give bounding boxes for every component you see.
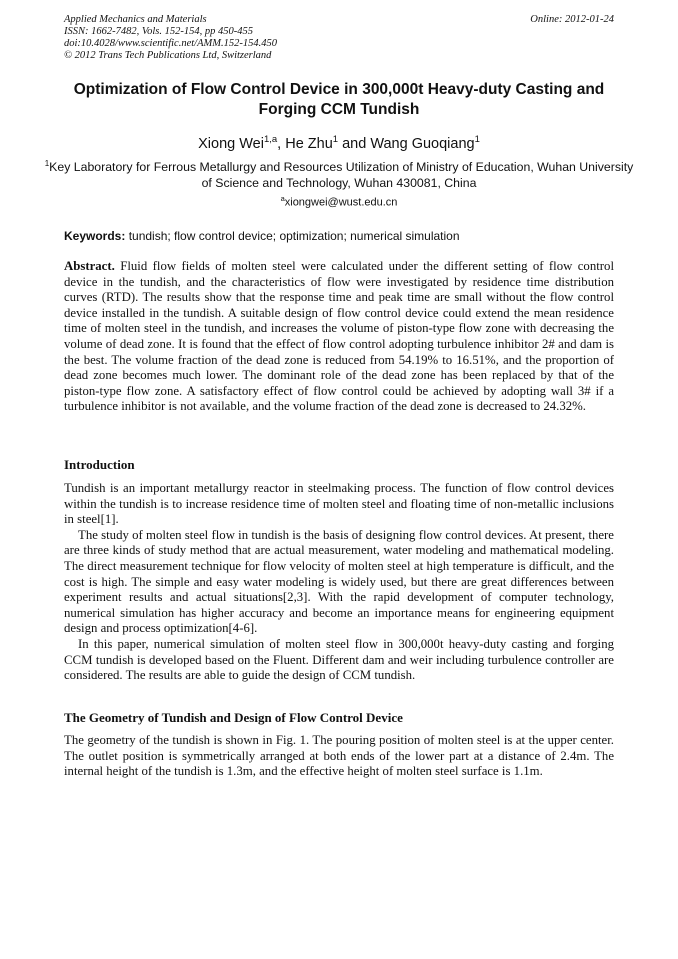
author-separator: , — [277, 135, 286, 152]
issn-line: ISSN: 1662-7482, Vols. 152-154, pp 450-455 — [64, 26, 253, 37]
geometry-paragraph: The geometry of the tundish is shown in Fig. 1. The pouring position of molten steel is at the upper center. The outlet position is symmetrically arranged at both ends of the lower part at a distance of 2.4m. The internal height of the tundish is 1.3m, and the effective height of molten steel surface is 1.1m. — [64, 733, 614, 779]
email-mark: a — [280, 194, 285, 203]
affiliation-mark: 1 — [44, 159, 50, 168]
section-heading-geometry: The Geometry of Tundish and Design of Flow Control Device — [64, 710, 403, 725]
journal-name: Applied Mechanics and Materials — [64, 14, 207, 25]
email-address: xiongwei@wust.edu.cn — [284, 196, 398, 209]
section-heading-introduction: Introduction — [64, 457, 135, 472]
introduction-body — [64, 481, 614, 684]
copyright-line: © 2012 Trans Tech Publications Ltd, Switzerland — [64, 50, 272, 61]
paragraph: The study of molten steel flow in tundish is the basis of designing flow control devices. At present, there are three kinds of study method that are actual measurement, water modeling and mathematical modeling. The direct measurement technique for flow velocity of molten steel at high temperature is difficult, and the cost is high. The simple and easy water modeling is widely used, but there are great differences between experiment results and actual situations[2,3]. With the rapid development of computer technology, numerical simulation has higher accuracy and become an importance means for engineering equipment design and process optimization[4-6]. — [64, 527, 614, 636]
keywords-text: tundish; flow control device; optimization; numerical simulation — [125, 229, 460, 243]
author-affiliation-mark: 1 — [474, 134, 480, 145]
contact-email — [40, 192, 638, 210]
author-list — [40, 131, 638, 153]
affiliation-text: Key Laboratory for Ferrous Metallurgy and Resources Utilization of Ministry of Education, Wuhan University of Science and Technology, Wuhan 430081, China — [49, 160, 634, 191]
paragraph: Tundish is an important metallurgy reactor in steelmaking process. The function of flow control devices within the tundish is to increase residence time of molten steel and floating time of non-metallic inclusions in steel[1]. — [64, 481, 614, 527]
doi-line: doi:10.4028/www.scientific.net/AMM.152-154.450 — [64, 38, 277, 49]
paper-title: Optimization of Flow Control Device in 300,000t Heavy-duty Casting and Forging CCM Tundish — [73, 81, 605, 118]
author-name: Wang Guoqiang — [370, 135, 475, 152]
author-name: Xiong Wei — [198, 135, 264, 152]
keywords — [64, 229, 614, 244]
author-affiliation-mark: 1 — [332, 134, 339, 145]
paragraph: In this paper, numerical simulation of molten steel flow in 300,000t heavy-duty casting and forging CCM tundish is developed based on the Fluent. Different dam and weir including turbulence controller are considered. The results are able to guide the design of CCM tundish. — [64, 636, 614, 683]
abstract-text: Fluid flow fields of molten steel were calculated under the different setting of flow control device in the tundish, and the characteristics of flow were investigated by residence time distribution curves (RTD). The results show that the response time and peak time are small without the flow control device installed in the tundish. A suitable design of flow control device could extend the mean residence time of molten steel in the tundish, and increases the volume of piston-type flow zone with decreasing the volume of dead zone. It is found that the effect of flow control adopting turbulence inhibitor 2# and dam is the best. The volume fraction of the dead zone is reduced from 54.19% to 16.51%, and the proportion of dead zone becomes much lower. The dominant role of the dead zone has been replaced by that of the piston-type flow zone. A satisfactory effect of flow control could be achieved by adopting wall 3# if a turbulence inhibitor is not available, and the volume fraction of the dead zone is decreased to 24.32%. — [64, 259, 614, 414]
abstract — [64, 259, 614, 415]
abstract-label: Abstract. — [64, 259, 115, 273]
author-separator: and — [338, 135, 371, 152]
keywords-label: Keywords: — [64, 229, 126, 243]
online-date: Online: 2012-01-24 — [530, 14, 614, 25]
author-name: He Zhu — [285, 135, 333, 152]
affiliation — [40, 156, 638, 191]
journal-header — [64, 14, 614, 62]
author-affiliation-mark: 1,a — [263, 134, 278, 145]
